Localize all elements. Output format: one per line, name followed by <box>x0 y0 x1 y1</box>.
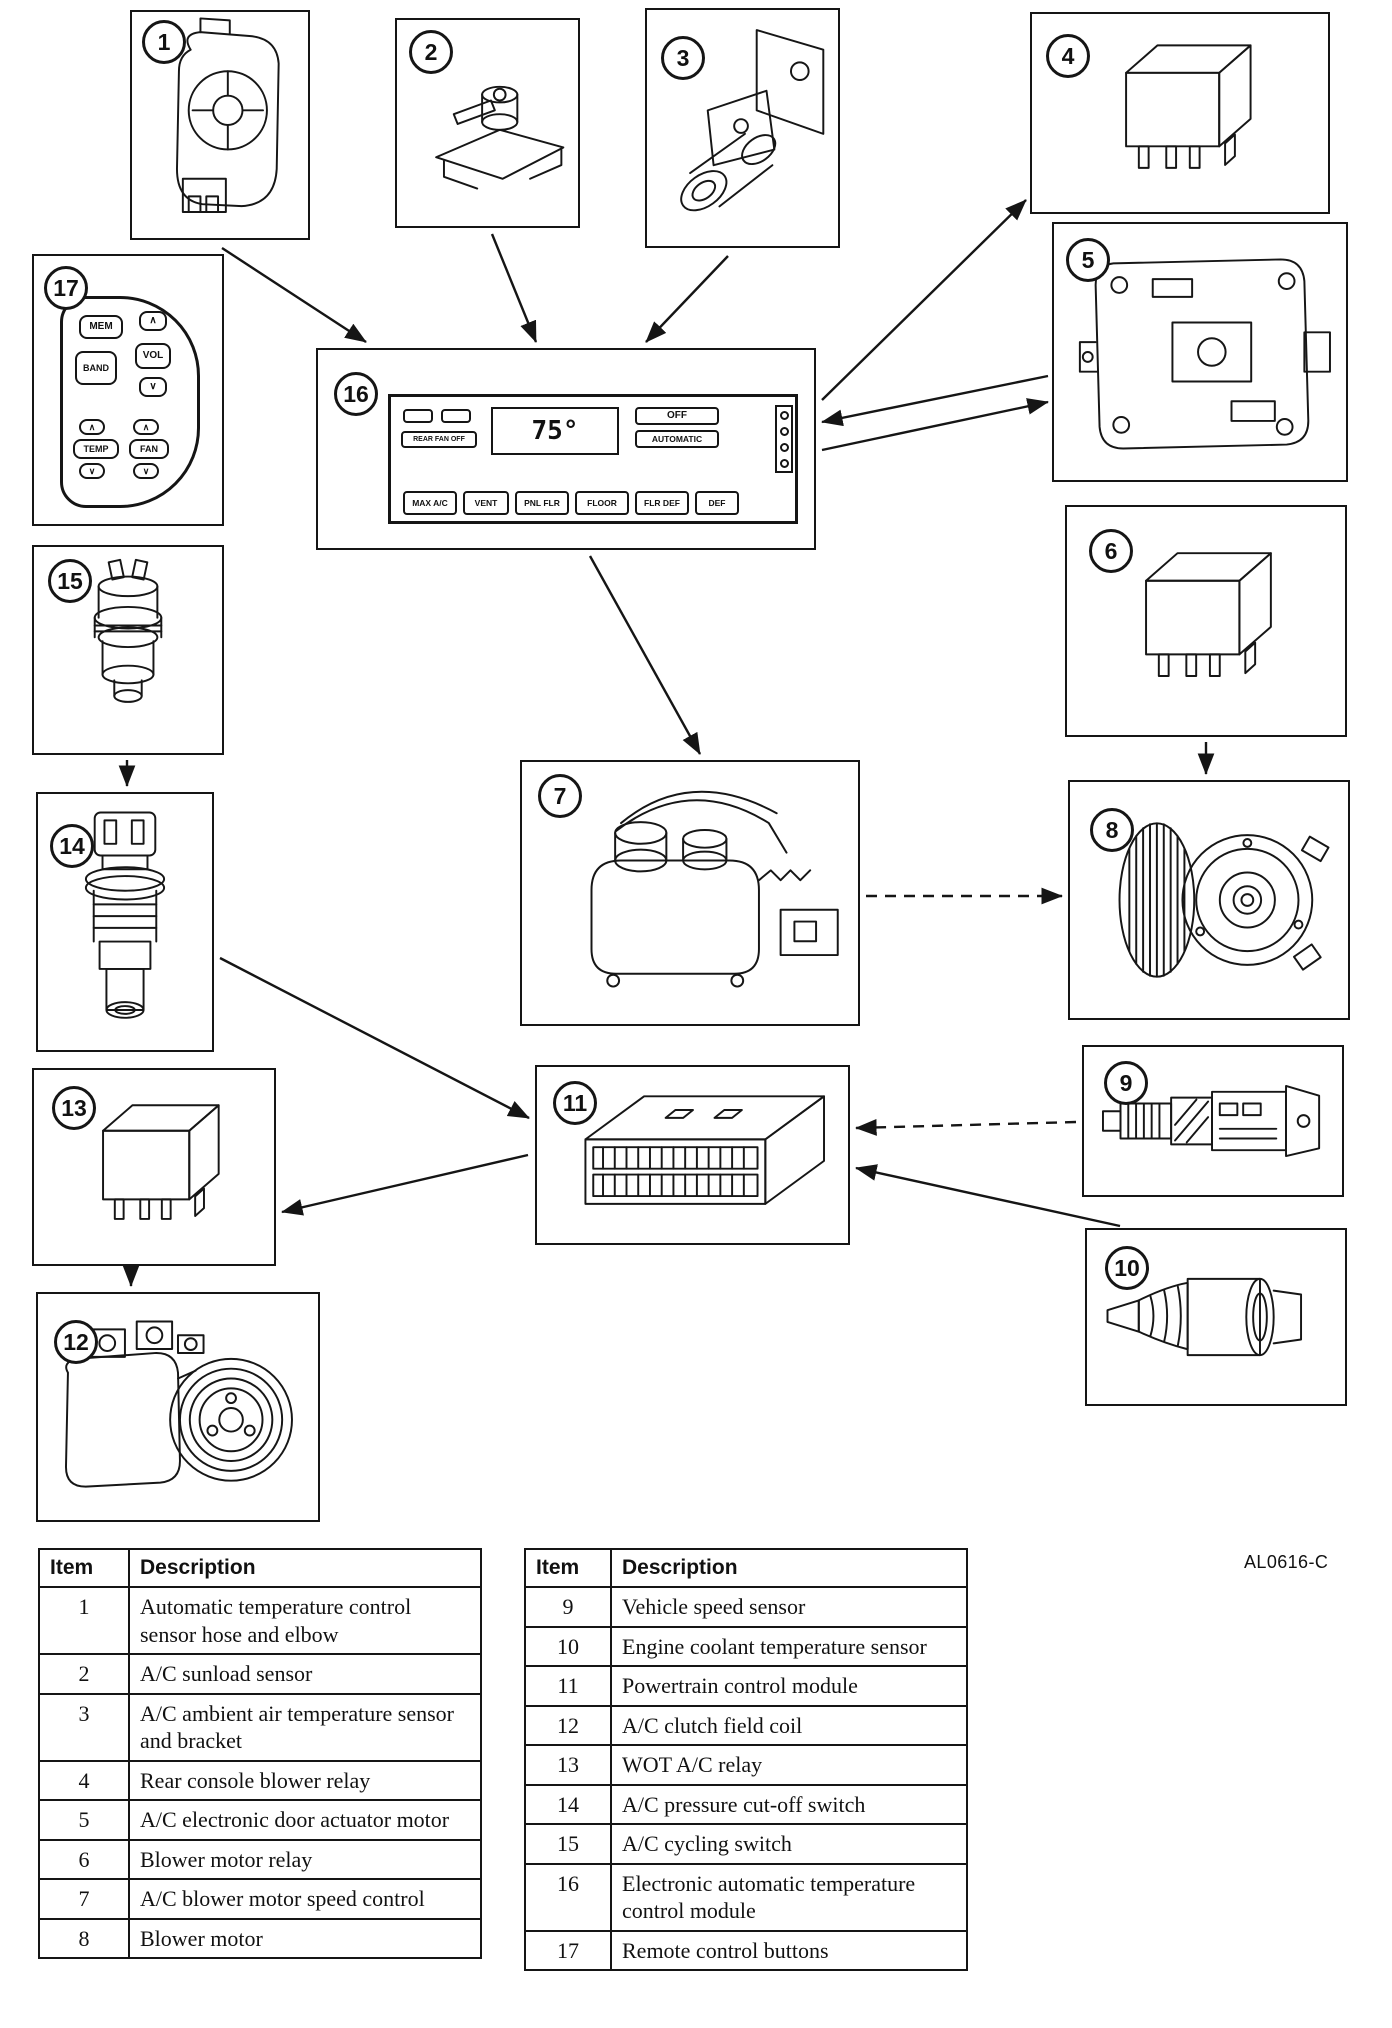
item-description: A/C blower motor speed control <box>129 1879 481 1919</box>
component-box-3 <box>645 8 840 248</box>
callout-13-number: 13 <box>61 1094 87 1121</box>
item-description: Rear console blower relay <box>129 1761 481 1801</box>
item-number: 7 <box>39 1879 129 1919</box>
description-column-header: Description <box>129 1549 481 1587</box>
indicator-dot <box>780 411 789 420</box>
callout-12 <box>54 1320 98 1364</box>
callout-9-number: 9 <box>1119 1069 1133 1096</box>
panel-blank-button[interactable] <box>403 409 433 423</box>
table-header-row <box>39 1549 481 1587</box>
component-box-7 <box>520 760 860 1026</box>
callout-1-number: 1 <box>157 28 171 55</box>
callout-3 <box>661 36 705 80</box>
arrow-1-to-16 <box>222 248 366 342</box>
component-box-1 <box>130 10 310 240</box>
component-box-8 <box>1068 780 1350 1020</box>
callout-12-number: 12 <box>63 1328 89 1355</box>
arrow-10-to-11 <box>856 1168 1120 1226</box>
table-row <box>39 1694 481 1761</box>
component-box-11 <box>535 1065 850 1245</box>
callout-14 <box>50 824 94 868</box>
component-box-9 <box>1082 1045 1344 1197</box>
callout-9 <box>1104 1061 1148 1105</box>
automatic-button[interactable]: AUTOMATIC <box>635 430 719 448</box>
table-row <box>39 1654 481 1694</box>
item-number: 3 <box>39 1694 129 1761</box>
item-description: Engine coolant temperature sensor <box>611 1627 967 1667</box>
component-box-14 <box>36 792 214 1052</box>
item-number: 16 <box>525 1864 611 1931</box>
arrow-11-to-13 <box>282 1155 528 1212</box>
off-button[interactable]: OFF <box>635 407 719 425</box>
fan-indicator-strip <box>775 405 793 473</box>
item-number: 2 <box>39 1654 129 1694</box>
climate-control-panel <box>388 394 798 524</box>
component-box-15 <box>32 545 224 755</box>
callout-8-number: 8 <box>1105 816 1119 843</box>
component-box-5 <box>1052 222 1348 482</box>
callout-13 <box>52 1086 96 1130</box>
item-number: 11 <box>525 1666 611 1706</box>
arrow-5-to-16 <box>822 376 1048 422</box>
item-column-header: Item <box>39 1549 129 1587</box>
table-row <box>39 1840 481 1880</box>
item-description: Vehicle speed sensor <box>611 1587 967 1627</box>
item-description: A/C electronic door actuator motor <box>129 1800 481 1840</box>
table-row <box>39 1879 481 1919</box>
item-number: 9 <box>525 1587 611 1627</box>
callout-16 <box>334 372 378 416</box>
component-box-10 <box>1085 1228 1347 1406</box>
item-number: 4 <box>39 1761 129 1801</box>
indicator-dot <box>780 459 789 468</box>
callout-7 <box>538 774 582 818</box>
callout-15 <box>48 559 92 603</box>
item-description: Electronic automatic temperature control module <box>611 1864 967 1931</box>
component-box-6 <box>1065 505 1347 737</box>
max-ac-button[interactable]: MAX A/C <box>403 491 457 515</box>
callout-15-number: 15 <box>57 567 83 594</box>
mem-button[interactable]: MEM <box>79 315 123 339</box>
callout-2 <box>409 30 453 74</box>
figure-code: AL0616-C <box>1244 1552 1329 1572</box>
table-row <box>525 1666 967 1706</box>
table-row <box>525 1706 967 1746</box>
callout-4 <box>1046 34 1090 78</box>
item-number: 12 <box>525 1706 611 1746</box>
callout-6 <box>1089 529 1133 573</box>
callout-5-number: 5 <box>1081 246 1095 273</box>
pnl-flr-button[interactable]: PNL FLR <box>515 491 569 515</box>
item-number: 15 <box>525 1824 611 1864</box>
table-row <box>525 1931 967 1971</box>
arrow-9-to-11 <box>856 1122 1076 1128</box>
table-row <box>525 1864 967 1931</box>
arrow-16-to-4 <box>822 200 1026 400</box>
arrow-16-to-7 <box>590 556 700 754</box>
component-box-4 <box>1030 12 1330 214</box>
item-description: WOT A/C relay <box>611 1745 967 1785</box>
callout-3-number: 3 <box>676 44 690 71</box>
table-row <box>39 1919 481 1959</box>
callout-11-number: 11 <box>562 1089 588 1116</box>
table-row <box>39 1800 481 1840</box>
item-description: Powertrain control module <box>611 1666 967 1706</box>
temp-up-button[interactable]: ∧ <box>79 419 105 435</box>
item-number: 8 <box>39 1919 129 1959</box>
arrow-3-to-16 <box>646 256 728 342</box>
vol-button[interactable]: VOL <box>135 343 171 369</box>
item-description: Automatic temperature control sensor hose and elbow <box>129 1587 481 1654</box>
callout-4-number: 4 <box>1061 42 1075 69</box>
rear-fan-off-button[interactable]: REAR FAN OFF <box>401 431 477 448</box>
item-description: Blower motor <box>129 1919 481 1959</box>
item-description: A/C cycling switch <box>611 1824 967 1864</box>
def-button[interactable]: DEF <box>695 491 739 515</box>
flr-def-button[interactable]: FLR DEF <box>635 491 689 515</box>
temp-button[interactable]: TEMP <box>73 439 119 459</box>
item-description: A/C ambient air temperature sensor and bracket <box>129 1694 481 1761</box>
table-header-row <box>525 1549 967 1587</box>
component-box-12 <box>36 1292 320 1522</box>
item-description: A/C sunload sensor <box>129 1654 481 1694</box>
table-row <box>525 1627 967 1667</box>
legend-table-left <box>38 1548 482 1959</box>
item-number: 6 <box>39 1840 129 1880</box>
item-number: 14 <box>525 1785 611 1825</box>
vol-up-button[interactable]: ∧ <box>139 311 167 331</box>
item-column-header: Item <box>525 1549 611 1587</box>
item-number: 1 <box>39 1587 129 1654</box>
callout-5 <box>1066 238 1110 282</box>
item-number: 10 <box>525 1627 611 1667</box>
band-button[interactable]: BAND <box>75 351 117 385</box>
table-row <box>525 1824 967 1864</box>
table-row <box>39 1761 481 1801</box>
remote-control-pad <box>60 296 200 508</box>
callout-11 <box>553 1081 597 1125</box>
table-row <box>525 1587 967 1627</box>
indicator-dot <box>780 427 789 436</box>
item-description: Remote control buttons <box>611 1931 967 1971</box>
callout-2-number: 2 <box>424 38 438 65</box>
legend-table-right <box>524 1548 968 1971</box>
callout-10-number: 10 <box>1114 1254 1140 1281</box>
temperature-display: 75° <box>491 407 619 455</box>
fan-down-button[interactable]: ∨ <box>133 463 159 479</box>
component-box-16 <box>316 348 816 550</box>
callout-17 <box>44 266 88 310</box>
item-number: 17 <box>525 1931 611 1971</box>
callout-16-number: 16 <box>343 380 369 407</box>
callout-1 <box>142 20 186 64</box>
item-description: Blower motor relay <box>129 1840 481 1880</box>
table-row <box>39 1587 481 1654</box>
temp-down-button[interactable]: ∨ <box>79 463 105 479</box>
indicator-dot <box>780 443 789 452</box>
callout-6-number: 6 <box>1104 537 1118 564</box>
floor-button[interactable]: FLOOR <box>575 491 629 515</box>
item-description: A/C clutch field coil <box>611 1706 967 1746</box>
vol-down-button[interactable]: ∨ <box>139 377 167 397</box>
item-number: 5 <box>39 1800 129 1840</box>
vent-button[interactable]: VENT <box>463 491 509 515</box>
callout-17-number: 17 <box>53 274 79 301</box>
callout-7-number: 7 <box>553 782 567 809</box>
arrow-16-to-5 <box>822 402 1048 450</box>
callout-8 <box>1090 808 1134 852</box>
table-row <box>525 1785 967 1825</box>
fan-up-button[interactable]: ∧ <box>133 419 159 435</box>
component-box-2 <box>395 18 580 228</box>
table-row <box>525 1745 967 1785</box>
item-description: A/C pressure cut-off switch <box>611 1785 967 1825</box>
component-box-13 <box>32 1068 276 1266</box>
component-box-17 <box>32 254 224 526</box>
callout-14-number: 14 <box>59 832 85 859</box>
arrow-2-to-16 <box>492 234 536 342</box>
callout-10 <box>1105 1246 1149 1290</box>
item-number: 13 <box>525 1745 611 1785</box>
panel-blank-button[interactable] <box>441 409 471 423</box>
description-column-header: Description <box>611 1549 967 1587</box>
fan-button[interactable]: FAN <box>129 439 169 459</box>
